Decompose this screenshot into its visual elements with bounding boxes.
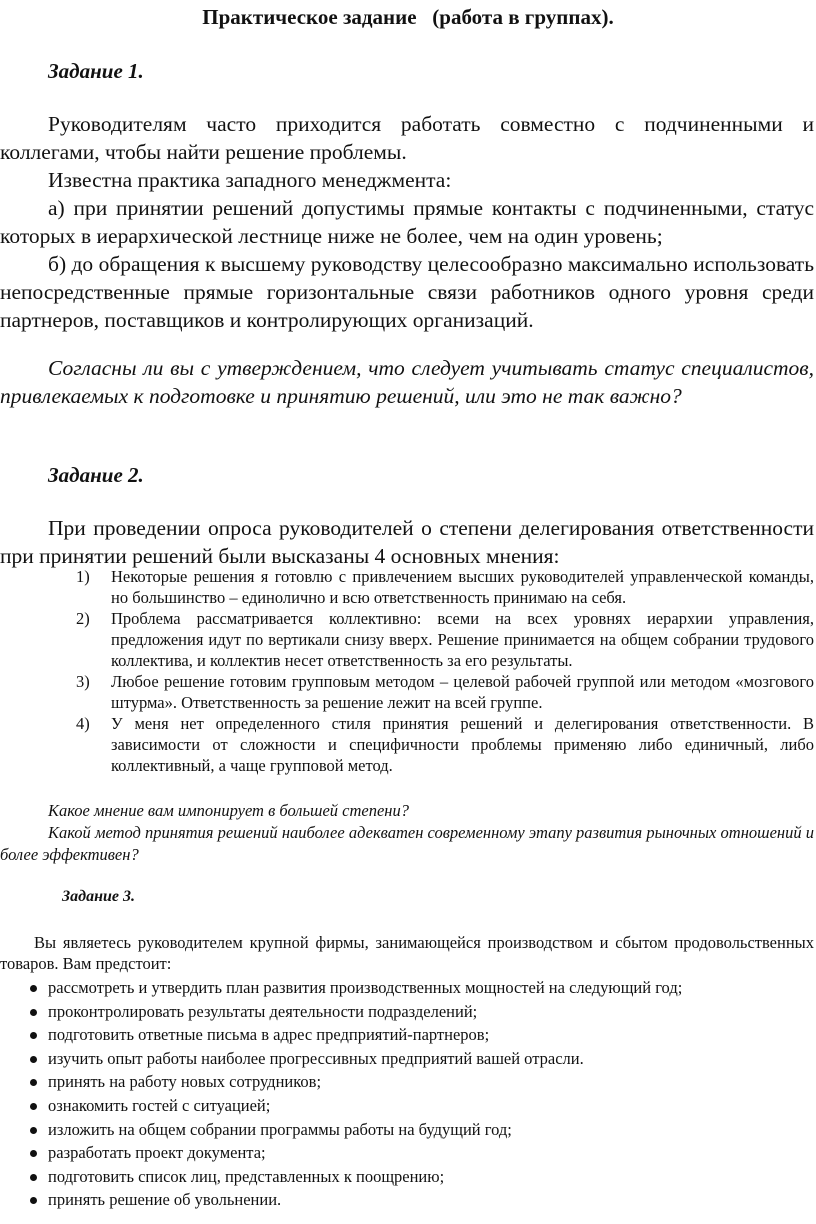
task1-heading: Задание 1. — [48, 59, 144, 83]
list-item — [0, 1094, 814, 1118]
list-item-text: Проблема рассматривается коллективно: всеми на всех уровнях иерархии управления, предложения идут по вертикали снизу вверх. Решение принимается на общем собрании трудового коллектива, и коллектив несет ответственность за его результаты. — [111, 609, 814, 670]
task2-question: Какой метод принятия решений наиболее адекватен современному этапу развития рыночных отношений и более эффективен? — [0, 823, 814, 864]
list-item-number: 1) — [76, 567, 90, 586]
list-item — [0, 1047, 814, 1071]
list-item-text: ознакомить гостей с ситуацией; — [48, 1095, 271, 1115]
bullet-icon — [30, 1009, 37, 1016]
bullet-icon — [30, 1150, 37, 1157]
list-item-number: 2) — [76, 609, 90, 628]
list-item — [0, 1165, 814, 1189]
list-item — [0, 1188, 814, 1212]
list-item — [0, 608, 814, 671]
task3-heading: Задание 3. — [62, 888, 135, 905]
list-item — [0, 566, 814, 608]
list-item-text: Любое решение готовим групповым методом – целевой рабочей группой или методом «мозгового штурма». Ответственность за решение лежит на всей группе. — [111, 672, 814, 712]
bullet-icon — [30, 1197, 37, 1204]
task1-question — [0, 354, 814, 410]
list-item-number: 4) — [76, 714, 90, 733]
list-item-number: 3) — [76, 672, 90, 691]
bullet-icon — [30, 1032, 37, 1039]
bullet-icon — [30, 1127, 37, 1134]
task1-paragraph: Руководителям часто приходится работать совместно с подчиненными и коллегами, чтобы найти решение проблемы. — [0, 112, 814, 164]
list-item — [0, 713, 814, 776]
list-item-text: проконтролировать результаты деятельности подразделений; — [48, 1001, 478, 1021]
list-item-text: подготовить ответные письма в адрес предприятий-партнеров; — [48, 1025, 490, 1045]
task2-opinions-list — [0, 566, 814, 776]
list-item — [0, 1118, 814, 1142]
list-item-text: принять решение об увольнении. — [48, 1190, 282, 1210]
list-item-text: подготовить список лиц, представленных к поощрению; — [48, 1166, 445, 1186]
task3-tasks-list — [0, 976, 814, 1212]
task2-questions — [0, 800, 814, 866]
bullet-icon — [30, 1174, 37, 1181]
task2-heading: Задание 2. — [48, 463, 144, 487]
task2-question: Какое мнение вам импонирует в большей степени? — [48, 801, 409, 820]
task1-paragraph: Известна практика западного менеджмента: — [48, 168, 452, 192]
task1-body — [0, 110, 814, 334]
list-item — [0, 671, 814, 713]
list-item-text: изложить на общем собрании программы работы на будущий год; — [48, 1119, 512, 1139]
page-title: Практическое задание (работа в группах). — [202, 5, 614, 29]
task1-question-text: Согласны ли вы с утверждением, что следует учитывать статус специалистов, привлекаемых к подготовке и принятию решений, или это не так важно? — [0, 356, 814, 408]
list-item-text: Некоторые решения я готовлю с привлечением высших руководителей управленческой команды, но большинство – единолично и всю ответственность принимаю на себя. — [111, 567, 814, 607]
bullet-icon — [30, 1103, 37, 1110]
list-item-text: У меня нет определенного стиля принятия решений и делегирования ответственности. В зависимости от сложности и специфичности проблемы применяю либо единичный, либо коллективный, а чаще групповой метод. — [111, 714, 814, 775]
list-item-text: принять на работу новых сотрудников; — [48, 1072, 322, 1092]
list-item — [0, 1070, 814, 1094]
bullet-icon — [30, 1056, 37, 1063]
task1-paragraph: а) при принятии решений допустимы прямые контакты с подчиненными, статус которых в иерархической лестнице ниже не более, чем на один уровень; — [0, 196, 814, 248]
list-item — [0, 1141, 814, 1165]
list-item — [0, 1000, 814, 1024]
list-item — [0, 1023, 814, 1047]
list-item-text: разработать проект документа; — [48, 1143, 266, 1163]
list-item-text: изучить опыт работы наиболее прогрессивных предприятий вашей отрасли. — [48, 1048, 584, 1068]
bullet-icon — [30, 1079, 37, 1086]
task2-intro-text: При проведении опроса руководителей о степени делегирования ответственности при принятии решений были высказаны 4 основных мнения: — [0, 516, 814, 568]
list-item-text: рассмотреть и утвердить план развития производственных мощностей на следующий год; — [48, 978, 683, 997]
task3-intro: Вы являетесь руководителем крупной фирмы, занимающейся производством и сбытом продовольственных товаров. Вам предстоит: — [0, 933, 814, 973]
list-item — [0, 976, 814, 1000]
bullet-icon — [30, 985, 37, 992]
task2-intro — [0, 514, 814, 570]
task1-paragraph: б) до обращения к высшему руководству целесообразно максимально использовать непосредственные прямые горизонтальные связи работников одного уровня среди партнеров, поставщиков и контролирующих организаций. — [0, 252, 814, 332]
